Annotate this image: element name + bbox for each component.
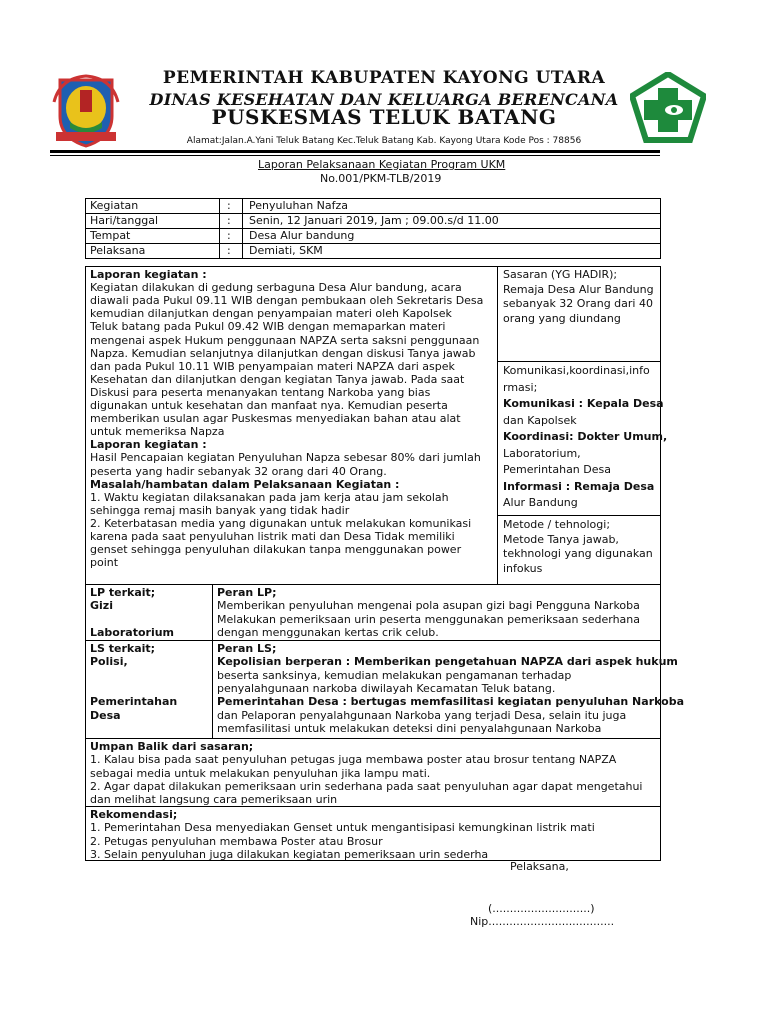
info-value: Penyuluhan Nafza: [249, 199, 349, 212]
umpan-text-line: 1. Kalau bisa pada saat penyuluhan petugas juga membawa poster atau brosur tentang NAPZA: [90, 753, 617, 767]
header-divider: [50, 150, 660, 153]
signature-nip: Nip....................................: [470, 915, 615, 928]
report-text-line: Hasil Pencapaian kegiatan Penyuluhan Napza sebesar 80% dari jumlah: [90, 451, 481, 465]
ls-right-line: memfasilitasi untuk melakukan deteksi dini penyalahgunaan Narkoba: [217, 721, 602, 735]
ls-right-line: Kepolisian berperan : Memberikan pengetahuan NAPZA dari aspek hukum: [217, 655, 678, 669]
info-value: Senin, 12 Januari 2019, Jam ; 09.00.s/d 11.00: [249, 214, 499, 227]
ls-right-line: Pemerintahan Desa : bertugas memfasilitasi kegiatan penyuluhan Narkoba: [217, 695, 684, 709]
header-address: Alamat:Jalan.A.Yani Teluk Batang Kec.Teluk Batang Kab. Kayong Utara Kode Pos : 78856: [186, 136, 582, 146]
info-sep: :: [227, 229, 231, 242]
ls-right-line: penyalahgunaan narkoba diwilayah Kecamatan Teluk batang.: [217, 681, 556, 695]
komunikasi-text-line: Alur Bandung: [503, 496, 578, 509]
metode-text-line: Metode / tehnologi;: [503, 518, 611, 531]
metode-text-line: tekhnologi yang digunakan: [503, 547, 653, 560]
header-government: PEMERINTAH KABUPATEN KAYONG UTARA: [162, 68, 606, 88]
lp-right-line: dengan menggunakan kertas crik celub.: [217, 625, 439, 639]
rekomendasi-text-line: Rekomendasi;: [90, 808, 178, 821]
sasaran-text-line: sebanyak 32 Orang dari 40: [503, 297, 653, 310]
komunikasi-text-line: Komunikasi : Kepala Desa: [503, 397, 664, 410]
ls-left-line: Pemerintahan: [90, 695, 178, 709]
report-text-line: Laporan kegiatan :: [90, 268, 207, 281]
info-label: Tempat: [90, 229, 131, 242]
header-divider-thin: [50, 155, 660, 156]
signature-role: Pelaksana,: [510, 860, 569, 873]
report-text-line: genset sehingga penyuluhan dilakukan tanpa menggunakan power: [90, 543, 462, 557]
rekomendasi-text-line: 3. Selain penyuluhan juga dilakukan kegiatan pemeriksaan urin sederha: [90, 847, 489, 861]
umpan-text-line: Umpan Balik dari sasaran;: [90, 740, 254, 753]
sasaran-text-line: Remaja Desa Alur Bandung: [503, 282, 654, 296]
rekomendasi-text-line: 2. Petugas penyuluhan membawa Poster atau Brosur: [90, 834, 383, 848]
info-value: Demiati, SKM: [249, 244, 323, 257]
ls-left-line: Polisi,: [90, 655, 128, 669]
report-text-line: memberikan usulan agar Puskesmas menyediakan bahan atau alat: [90, 412, 461, 426]
metode-text-line: Metode Tanya jawab,: [503, 532, 619, 546]
report-text-line: sehingga remaj masih banyak yang tidak hadir: [90, 503, 350, 517]
info-value: Desa Alur bandung: [249, 229, 355, 242]
umpan-text-line: dan melihat langsung cara pemeriksaan urin: [90, 793, 338, 807]
report-text-line: diawali pada Pukul 09.11 WIB dengan pembukaan oleh Sekretaris Desa: [90, 294, 484, 308]
report-text-line: kemudian dilanjutkan dengan penyampaian materi oleh Kapolsek: [90, 307, 452, 321]
report-text-line: Napza. Kemudian selanjutnya dilanjutkan dengan diskusi Tanya jawab: [90, 346, 476, 360]
report-text-line: Laporan kegiatan :: [90, 438, 207, 452]
report-text-line: point: [90, 556, 119, 570]
header-department: DINAS KESEHATAN DAN KELUARGA BERENCANA: [149, 90, 619, 109]
lp-left-line: LP terkait;: [90, 586, 156, 599]
report-text-line: mengenai aspek Hukum penggunaan NAPZA serta saksni penggunaan: [90, 333, 480, 347]
metode-text-line: infokus: [503, 561, 543, 575]
sasaran-text-line: orang yang diundang: [503, 311, 621, 325]
info-label: Kegiatan: [90, 199, 139, 212]
report-title: Laporan Pelaksanaan Kegiatan Program UKM: [258, 158, 506, 171]
report-text-line: 2. Keterbatasan media yang digunakan untuk melakukan komunikasi: [90, 516, 472, 530]
report-text-line: Kegiatan dilakukan di gedung serbaguna Desa Alur bandung, acara: [90, 281, 462, 295]
lp-right-line: Memberikan penyuluhan mengenai pola asupan gizi bagi Pengguna Narkoba: [217, 599, 640, 613]
info-sep: :: [227, 244, 231, 257]
header-puskesmas: PUSKESMAS TELUK BATANG: [211, 105, 557, 129]
sasaran-text-line: Sasaran (YG HADIR);: [503, 268, 618, 281]
info-sep: :: [227, 199, 231, 212]
ls-left-line: Desa: [90, 708, 121, 722]
rekomendasi-text-line: 1. Pemerintahan Desa menyediakan Genset untuk mengantisipasi kemungkinan listrik mati: [90, 821, 595, 835]
komunikasi-text-line: Pemerintahan Desa: [503, 463, 611, 476]
ls-right-line: dan Pelaporan penyalahgunaan Narkoba yang terjadi Desa, selain itu juga: [217, 708, 627, 722]
signature-name: (............................): [488, 902, 595, 915]
komunikasi-text-line: Laboratorium,: [503, 446, 581, 460]
ls-right-line: beserta sanksinya, kemudian melakukan pengamanan terhadap: [217, 668, 572, 682]
report-text-line: untuk memeriksa Napza: [90, 425, 225, 439]
lp-right-line: Melakukan pemeriksaan urin peserta menggunakan pemeriksaan sederhana: [217, 612, 641, 626]
lp-right-line: Peran LP;: [217, 586, 277, 599]
komunikasi-text-line: Komunikasi,koordinasi,info: [503, 364, 650, 377]
report-number: No.001/PKM-TLB/2019: [320, 172, 442, 185]
komunikasi-text-line: Koordinasi: Dokter Umum,: [503, 430, 668, 443]
report-text-line: Kesehatan dan dilanjutkan dengan kegiatan Tanya jawab. Pada saat: [90, 372, 465, 386]
report-text-line: 1. Waktu kegiatan dilaksanakan pada jam kerja atau jam sekolah: [90, 490, 449, 504]
report-text-line: dan pada Pukul 10.11 WIB penyampaian materi NAPZA dari aspek: [90, 359, 455, 373]
umpan-text-line: sebagai media untuk melakukan penyuluhan jika lampu mati.: [90, 766, 431, 780]
ls-right-line: Peran LS;: [217, 642, 277, 655]
report-text-line: Diskusi para peserta menanyakan tentang Narkoba yang bias: [90, 385, 431, 399]
report-text-line: karena pada saat penyuluhan listrik mati dan Desa Tidak memiliki: [90, 530, 455, 543]
komunikasi-text-line: dan Kapolsek: [503, 413, 577, 427]
komunikasi-text-line: rmasi;: [503, 380, 538, 394]
umpan-text-line: 2. Agar dapat dilakukan pemeriksaan urin sederhana pada saat penyuluhan agar dapat mengetahui: [90, 779, 643, 793]
ls-left-line: LS terkait;: [90, 642, 156, 655]
info-label: Pelaksana: [90, 244, 146, 257]
info-sep: :: [227, 214, 231, 227]
lp-left-line: Gizi: [90, 599, 113, 613]
report-text-line: Teluk batang pada Pukul 09.42 WIB dengan memaparkan materi: [90, 320, 446, 334]
lp-left-line: Laboratorium: [90, 625, 175, 639]
info-label: Hari/tanggal: [90, 214, 159, 227]
report-text-line: digunakan untuk kesehatan dan manfaat nya. Kemudian peserta: [90, 399, 448, 412]
report-text-line: Masalah/hambatan dalam Pelaksanaan Kegiatan :: [90, 477, 400, 491]
komunikasi-text-line: Informasi : Remaja Desa: [503, 479, 655, 493]
report-text-line: peserta yang hadir sebanyak 32 orang dari 40 Orang.: [90, 464, 387, 478]
